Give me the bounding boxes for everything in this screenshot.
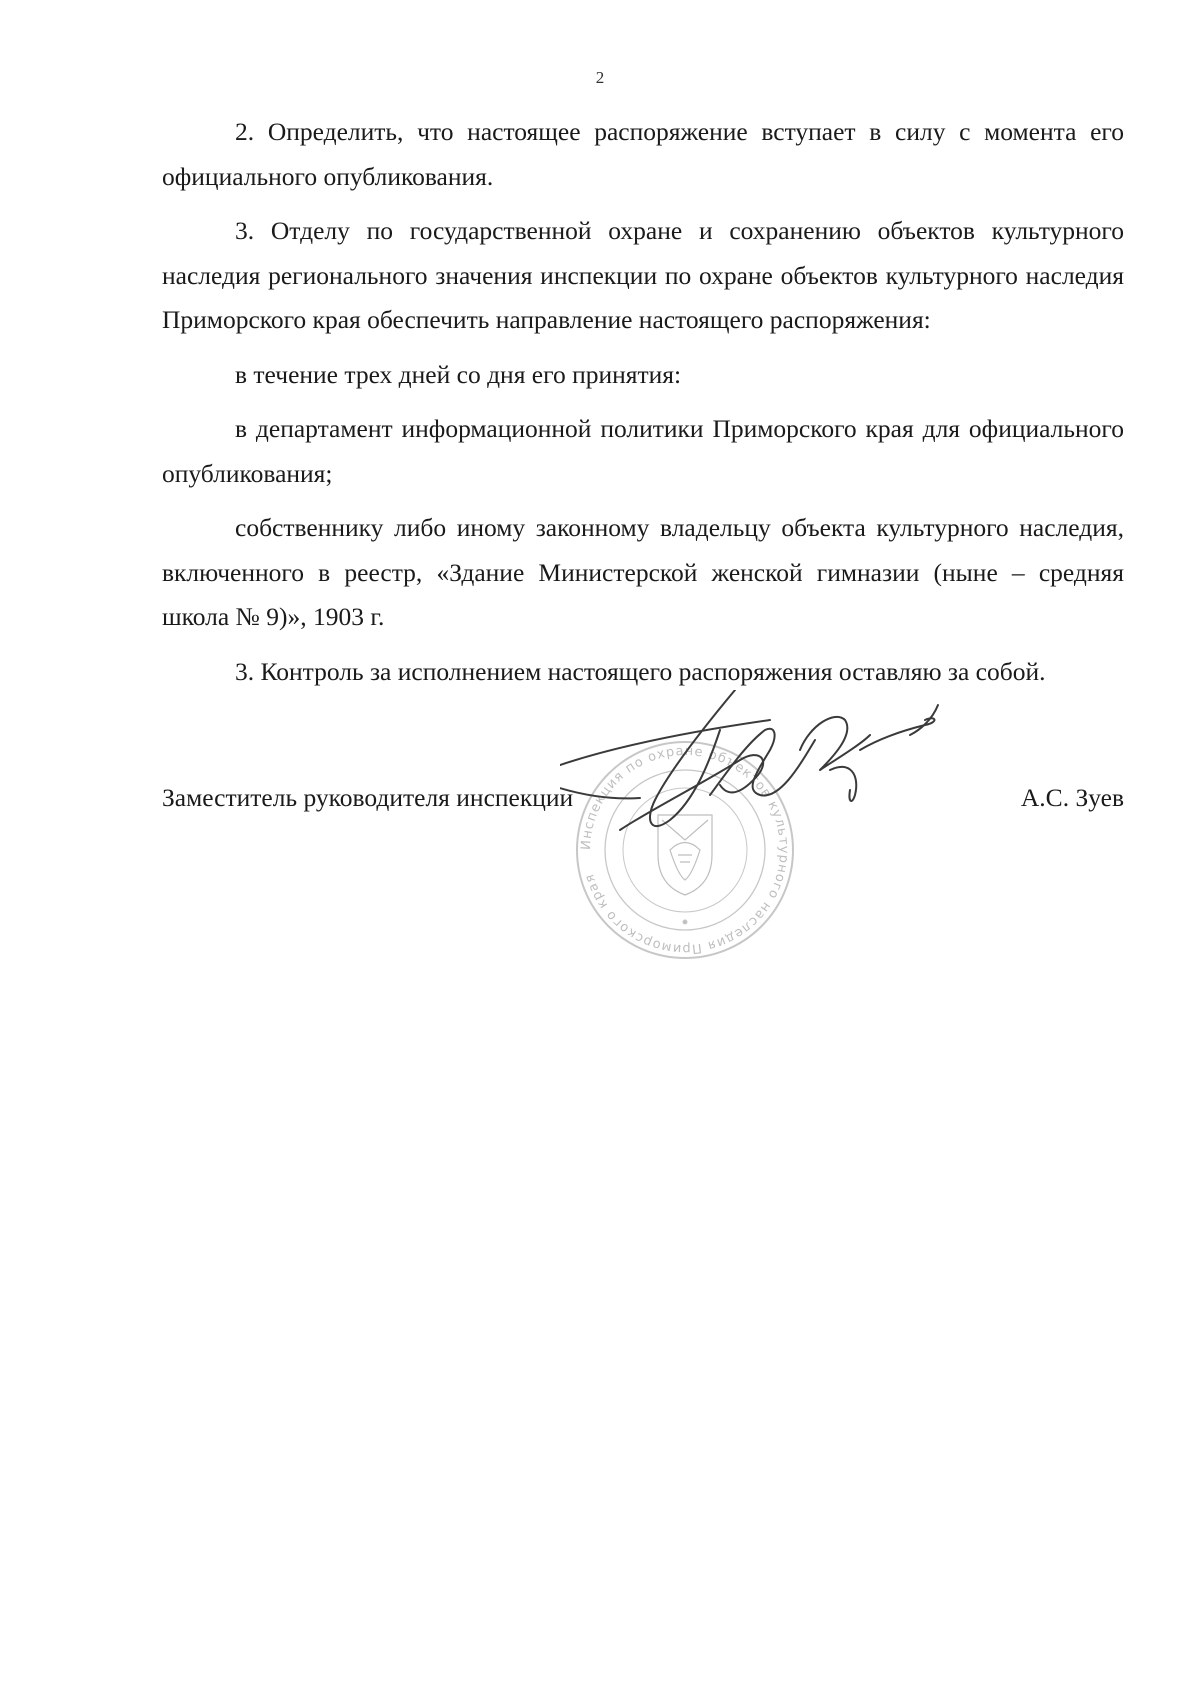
official-stamp-and-signature bbox=[560, 690, 1120, 990]
stamp-text: Инспекция по охране объектов культурного наследия Приморского края bbox=[578, 743, 792, 957]
stamp-seal bbox=[577, 742, 793, 958]
signatory-position: Заместитель руководителя инспекции bbox=[162, 783, 574, 812]
paragraph-entry-into-force: 2. Определить, что настоящее распоряжение вступает в силу с момента его официального опубликования. bbox=[162, 117, 1124, 191]
paragraph-recipient-information-department: в департамент информационной политики Приморского края для официального опубликования; bbox=[162, 414, 1124, 488]
page-number: 2 bbox=[595, 68, 605, 87]
paragraph-department-instruction: 3. Отделу по государственной охране и сохранению объектов культурного наследия регионального значения инспекции по охране объектов культурного наследия Приморского края обеспечить направление настоящего распоряжения: bbox=[162, 216, 1124, 334]
paragraph-control: 3. Контроль за исполнением настоящего распоряжения оставляю за собой. bbox=[235, 656, 1046, 686]
document-body bbox=[162, 110, 1124, 704]
paragraph-deadline: в течение трех дней со дня его принятия: bbox=[235, 359, 682, 389]
paragraph-recipient-owner: собственнику либо иному законному владельцу объекта культурного наследия, включенного в реестр, «Здание Министерской женской гимназии (ныне – средняя школа № 9)», 1903 г. bbox=[162, 513, 1124, 631]
signatory-name: А.С. Зуев bbox=[1020, 783, 1124, 812]
coat-of-arms-icon bbox=[658, 815, 712, 895]
